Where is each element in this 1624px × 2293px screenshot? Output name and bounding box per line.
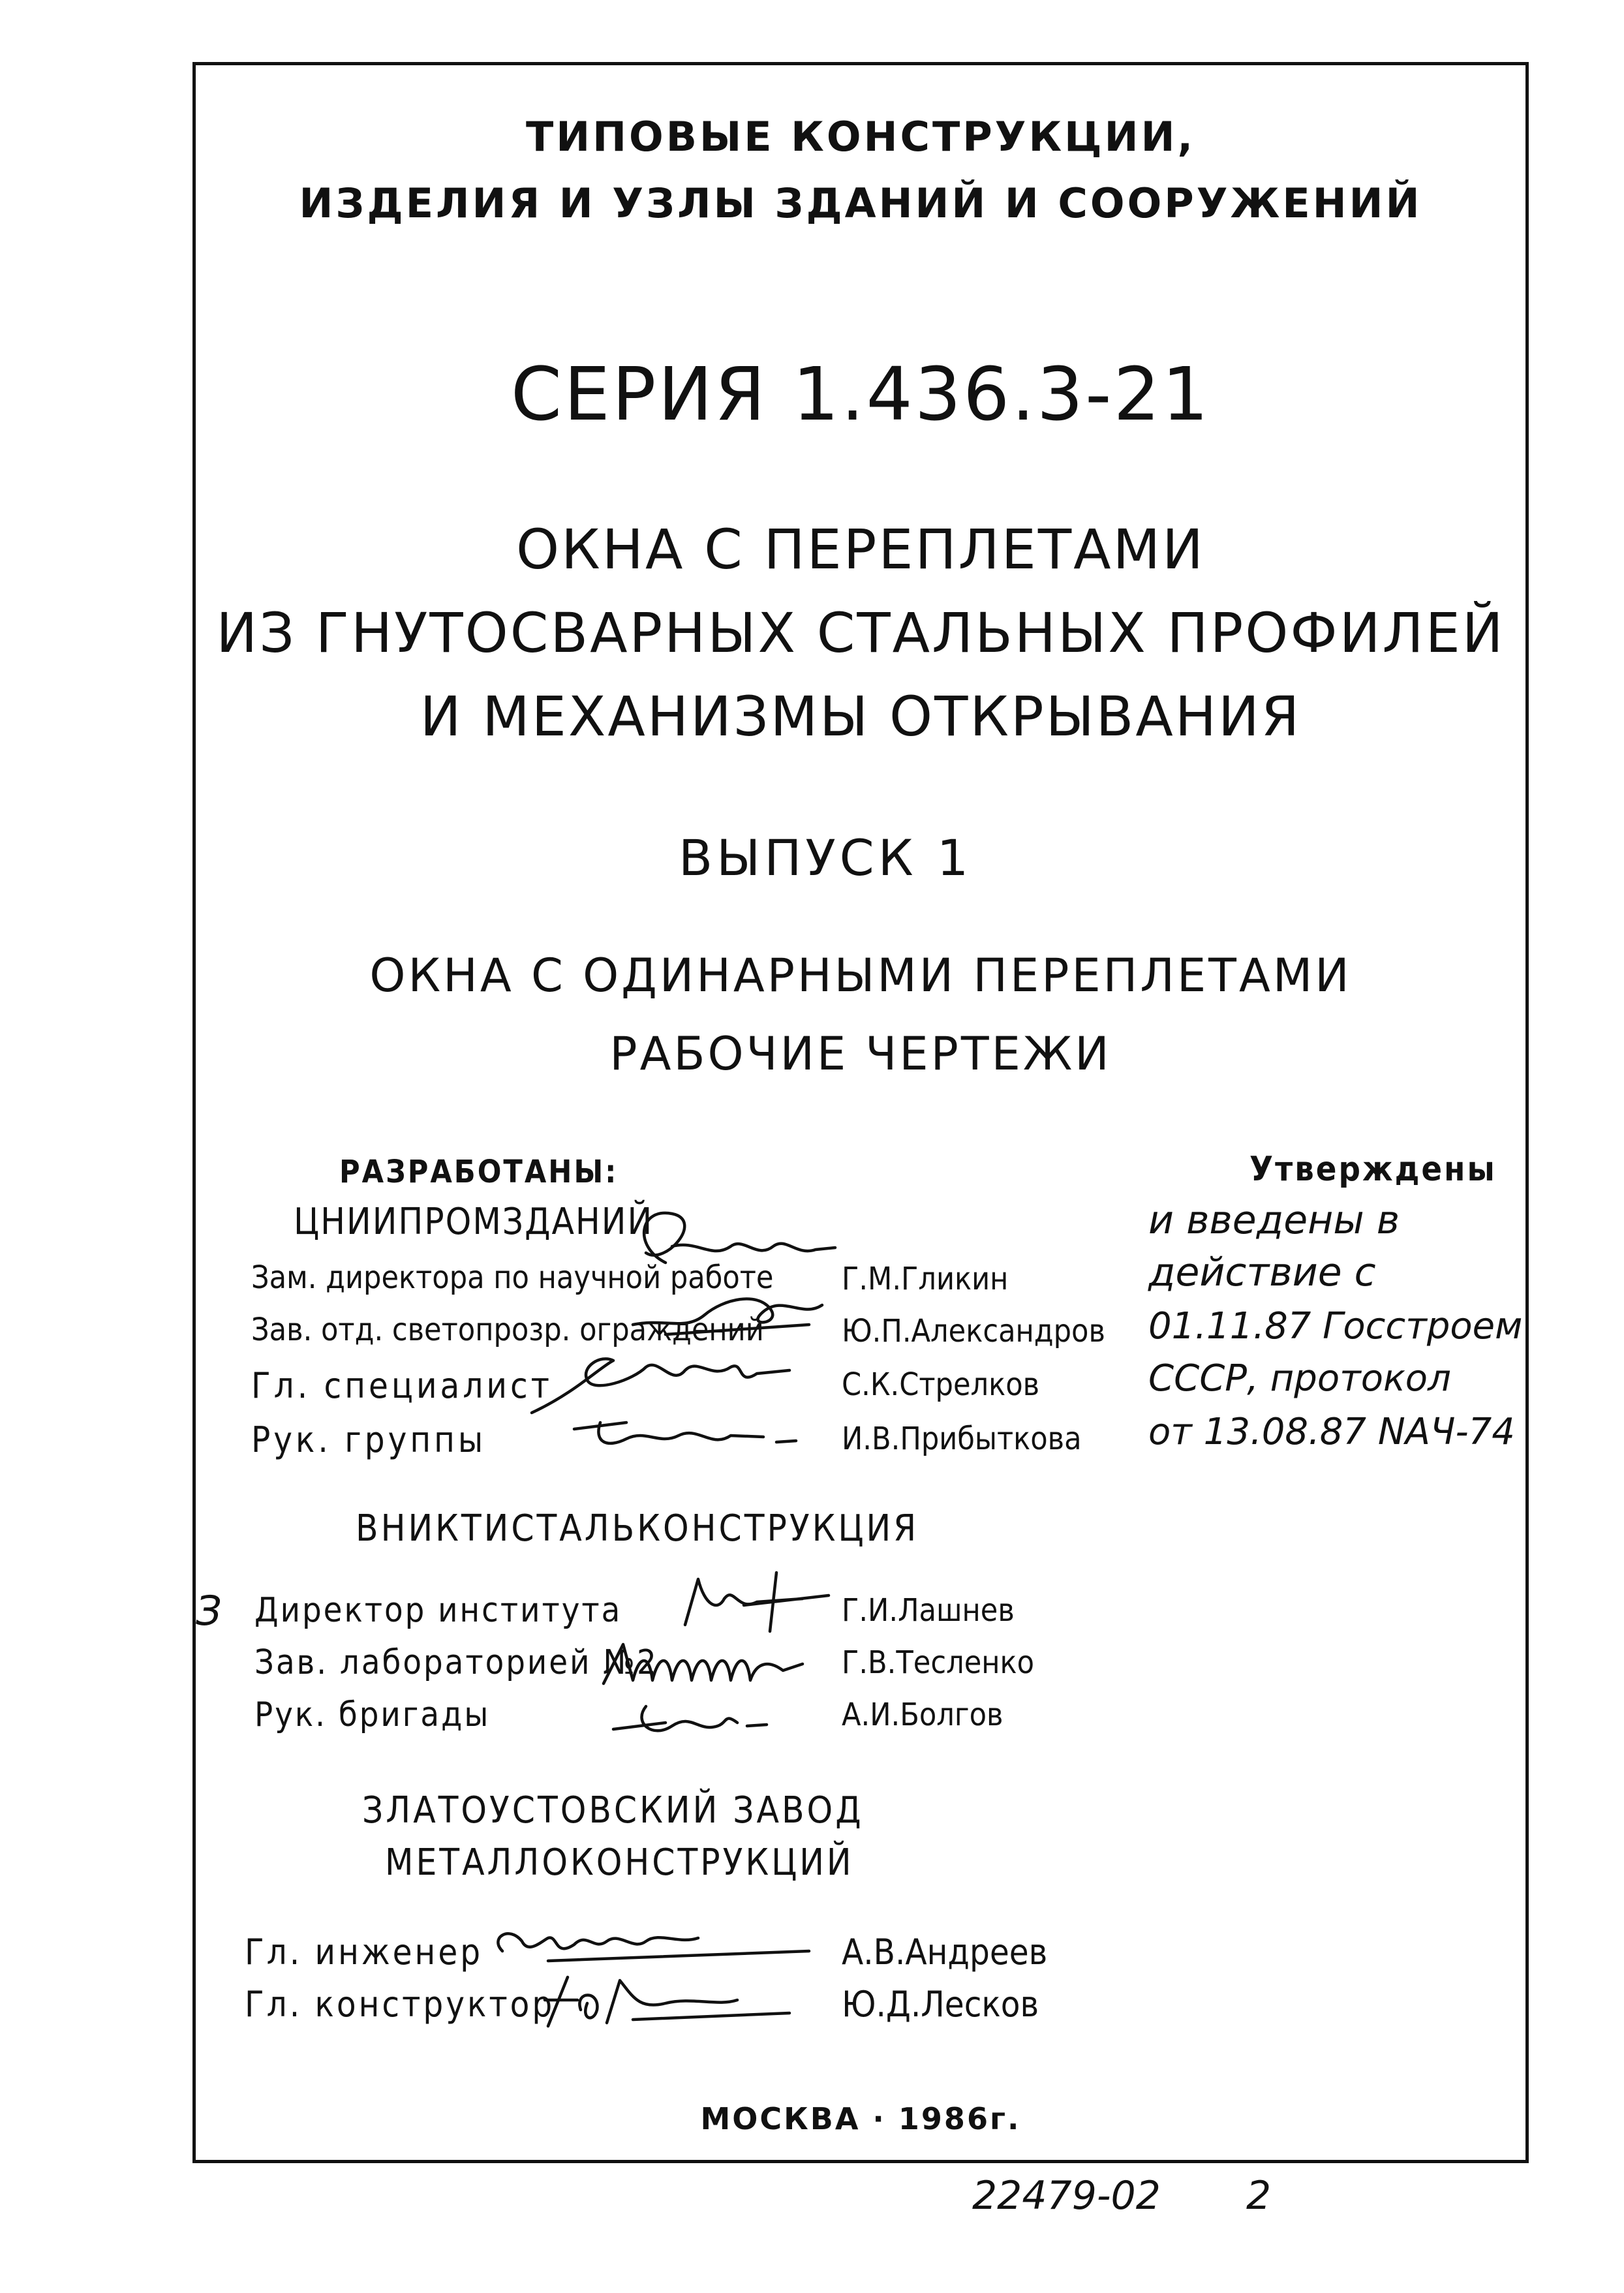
org3-name-line-1: ЗЛАТОУСТОВСКИЙ ЗАВОД [362, 1789, 864, 1832]
org1-name-1: Г.М.Гликин [842, 1261, 1009, 1297]
header-line-1: ТИПОВЫЕ КОНСТРУКЦИИ, [525, 113, 1196, 161]
approved-line-5: от 13.08.87 NАЧ-74 [1148, 1411, 1515, 1453]
org2-name-3: А.И.Болгов [842, 1697, 1004, 1733]
series-title: СЕРИЯ 1.436.3-21 [510, 352, 1211, 437]
org2-role-3: Рук. бригады [254, 1695, 491, 1734]
org2-name-1: Г.И.Лашнев [842, 1592, 1015, 1629]
subtitle-line-2: РАБОЧИЕ ЧЕРТЕЖИ [609, 1027, 1112, 1081]
title-line-1: ОКНА С ПЕРЕПЛЕТАМИ [516, 517, 1205, 581]
signature-glikin [626, 1201, 848, 1292]
org2-role-2: Зав. лабораторией №2 [254, 1643, 658, 1682]
org1-name-4: И.В.Прибыткова [842, 1421, 1082, 1457]
approved-heading: Утверждены [1249, 1150, 1497, 1189]
signature-lashnev [672, 1566, 842, 1638]
org1-name-3: С.К.Стрелков [842, 1366, 1040, 1403]
header-line-2: ИЗДЕЛИЯ И УЗЛЫ ЗДАНИЙ И СООРУЖЕНИЙ [299, 179, 1422, 227]
subtitle-line-1: ОКНА С ОДИНАРНЫМИ ПЕРЕПЛЕТАМИ [369, 949, 1352, 1002]
org2-name-2: Г.В.Тесленко [842, 1644, 1035, 1681]
title-line-3: И МЕХАНИЗМЫ ОТКРЫВАНИЯ [420, 685, 1302, 748]
page-number: 2 [1246, 2173, 1272, 2219]
approved-line-4: СССР, протокол [1148, 1357, 1451, 1400]
city-year: МОСКВА · 1986г. [700, 2101, 1021, 2136]
signature-leskov [535, 1964, 809, 2036]
org3-name-1: А.В.Андреев [842, 1931, 1048, 1973]
org3-role-2: Гл. конструктор [245, 1984, 555, 2025]
signature-bolgov [607, 1690, 776, 1749]
org1-role-1: Зам. директора по научной работе [251, 1259, 774, 1296]
org1-role-3: Гл. специалист [251, 1365, 553, 1406]
org2-margin-note: З [196, 1587, 222, 1635]
approved-line-3: 01.11.87 Госстроем [1148, 1305, 1523, 1347]
org3-name-line-2: МЕТАЛЛОКОНСТРУКЦИЙ [385, 1841, 854, 1884]
org3-role-1: Гл. инженер [245, 1931, 483, 1973]
org1-name: ЦНИИПРОМЗДАНИЙ [294, 1201, 654, 1243]
signature-pribytkova [568, 1403, 816, 1462]
signature-teslenko [594, 1635, 816, 1693]
developed-heading: РАЗРАБОТАНЫ: [339, 1154, 619, 1190]
org2-name: ВНИКТИСТАЛЬКОНСТРУКЦИЯ [356, 1507, 919, 1550]
approved-line-2: действие с [1148, 1250, 1376, 1295]
org2-role-1: Директор института [254, 1591, 622, 1630]
org1-role-2: Зав. отд. светопрозр. ограждений [251, 1312, 764, 1348]
approved-line-1: и введены в [1148, 1197, 1400, 1243]
issue-number: ВЫПУСК 1 [679, 829, 973, 887]
document-number: 22479-02 [972, 2173, 1161, 2219]
org3-name-2: Ю.Д.Лесков [842, 1984, 1039, 2025]
org1-role-4: Рук. группы [251, 1419, 487, 1460]
title-line-2: ИЗ ГНУТОСВАРНЫХ СТАЛЬНЫХ ПРОФИЛЕЙ [216, 601, 1505, 665]
org1-name-2: Ю.П.Александров [842, 1313, 1105, 1349]
